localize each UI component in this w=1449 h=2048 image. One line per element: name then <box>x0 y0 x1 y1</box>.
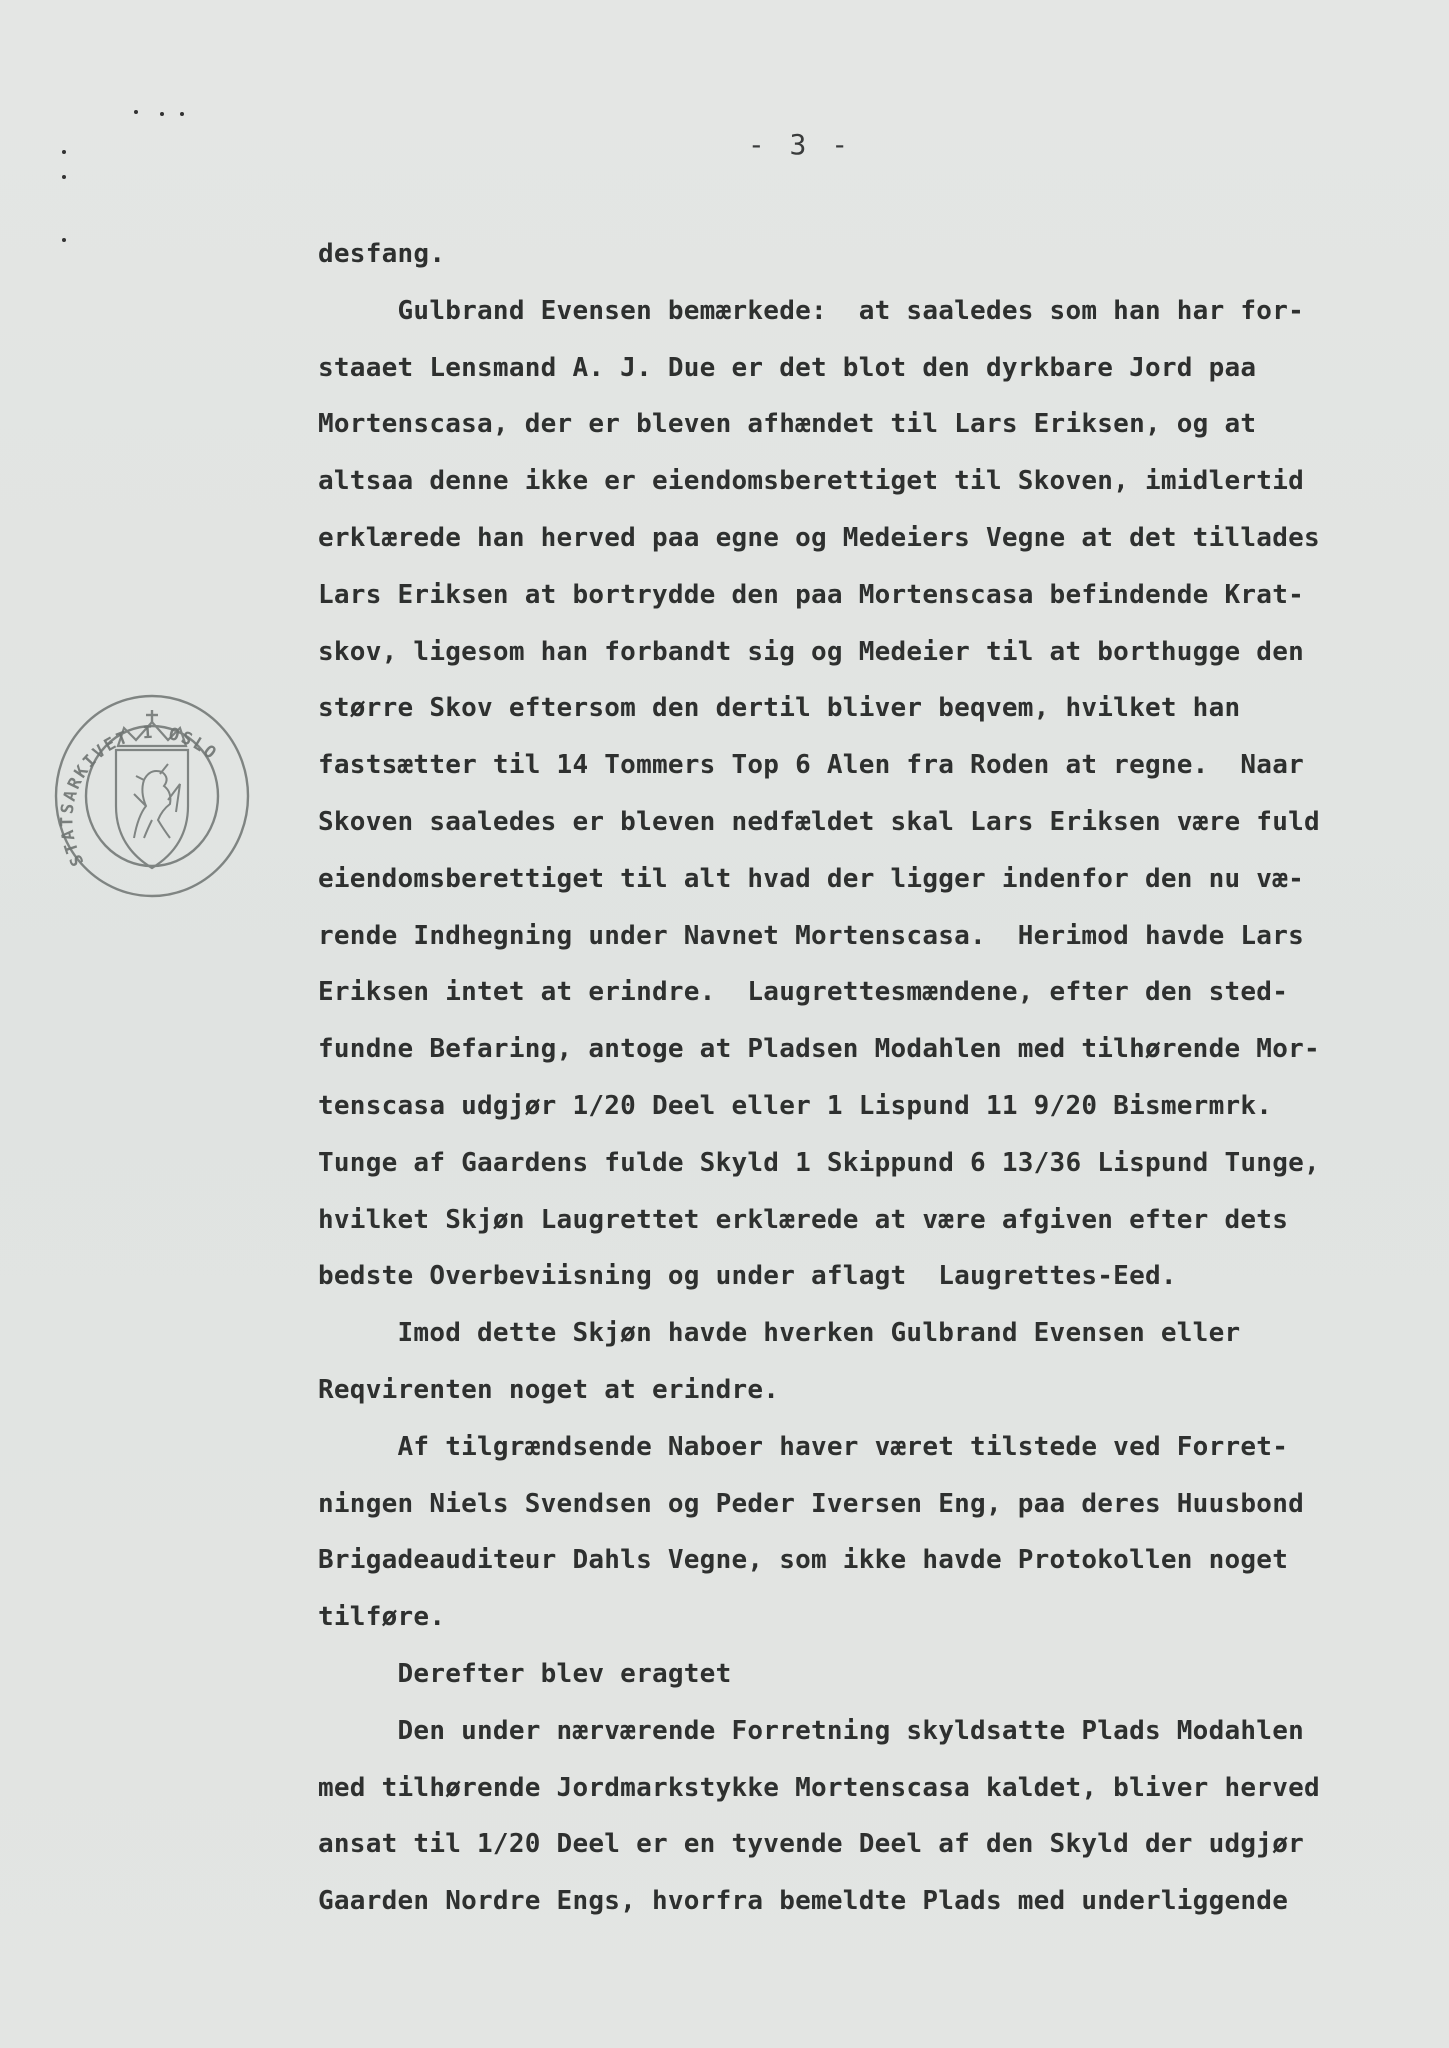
text-line: Reqvirenten noget at erindre. <box>318 1374 780 1405</box>
text-line: Den under nærværende Forretning skyldsatte Plads Modahlen <box>318 1715 1305 1746</box>
text-line: Eriksen intet at erindre. Laugrettesmændene, efter den sted- <box>318 977 1289 1008</box>
text-line: Gaarden Nordre Engs, hvorfra bemeldte Plads med underliggende <box>318 1886 1289 1917</box>
text-line: større Skov eftersom den dertil bliver beqvem, hvilket han <box>318 693 1241 724</box>
text-line: eiendomsberettiget til alt hvad der ligger indenfor den nu væ- <box>318 863 1305 894</box>
text-line: altsaa denne ikke er eiendomsberettiget til Skoven, imidlertid <box>318 466 1305 497</box>
margin-speck <box>180 112 184 116</box>
margin-speck <box>62 150 66 154</box>
text-line: tenscasa udgjør 1/20 Deel eller 1 Lispund 11 9/20 Bismermrk. <box>318 1090 1273 1121</box>
text-line: staaet Lensmand A. J. Due er det blot den dyrkbare Jord paa <box>318 352 1257 383</box>
archive-stamp <box>52 688 252 900</box>
text-line: Imod dette Skjøn havde hverken Gulbrand Evensen eller <box>318 1318 1241 1349</box>
page-number: - 3 - <box>747 128 853 161</box>
text-line: Skoven saaledes er bleven nedfældet skal Lars Eriksen være fuld <box>318 806 1320 837</box>
text-line: skov, ligesom han forbandt sig og Medeier til at borthugge den <box>318 636 1305 667</box>
margin-speck <box>62 238 66 242</box>
text-line: Brigadeauditeur Dahls Vegne, som ikke havde Protokollen noget <box>318 1545 1289 1576</box>
text-line: Gulbrand Evensen bemærkede: at saaledes som han har for- <box>318 295 1305 326</box>
text-line: bedste Overbeviisning og under aflagt Laugrettes-Eed. <box>318 1261 1177 1292</box>
text-line: ansat til 1/20 Deel er en tyvende Deel af den Skyld der udgjør <box>318 1829 1305 1860</box>
margin-speck <box>62 175 66 179</box>
text-line: Af tilgrændsende Naboer haver været tilstede ved Forret- <box>318 1431 1289 1462</box>
text-line: tilføre. <box>318 1602 446 1633</box>
text-line: Mortenscasa, der er bleven afhændet til Lars Eriksen, og at <box>318 409 1257 440</box>
text-line: Tunge af Gaardens fulde Skyld 1 Skippund 6 13/36 Lispund Tunge, <box>318 1147 1320 1178</box>
text-line: med tilhørende Jordmarkstykke Mortenscasa kaldet, bliver herved <box>318 1772 1320 1803</box>
text-line: fastsætter til 14 Tommers Top 6 Alen fra Roden at regne. Naar <box>318 750 1305 781</box>
text-line: desfang. <box>318 239 446 269</box>
text-line: rende Indhegning under Navnet Mortenscasa. Herimod havde Lars <box>318 920 1305 951</box>
margin-speck <box>160 112 164 116</box>
text-line: ningen Niels Svendsen og Peder Iversen Eng, paa deres Huusbond <box>318 1488 1305 1519</box>
text-line: hvilket Skjøn Laugrettet erklærede at være afgiven efter dets <box>318 1204 1289 1235</box>
text-line: fundne Befaring, antoge at Pladsen Modahlen med tilhørende Mor- <box>318 1034 1320 1065</box>
margin-speck <box>134 110 138 114</box>
text-line: erklærede han herved paa egne og Medeiers Vegne at det tillades <box>318 522 1320 553</box>
stamp-text: STATSARKIVET I OSLO <box>57 722 222 870</box>
text-line: Lars Eriksen at bortrydde den paa Mortenscasa befindende Krat- <box>318 579 1305 610</box>
text-line: Derefter blev eragtet <box>318 1658 732 1689</box>
document-body <box>318 226 1403 1930</box>
